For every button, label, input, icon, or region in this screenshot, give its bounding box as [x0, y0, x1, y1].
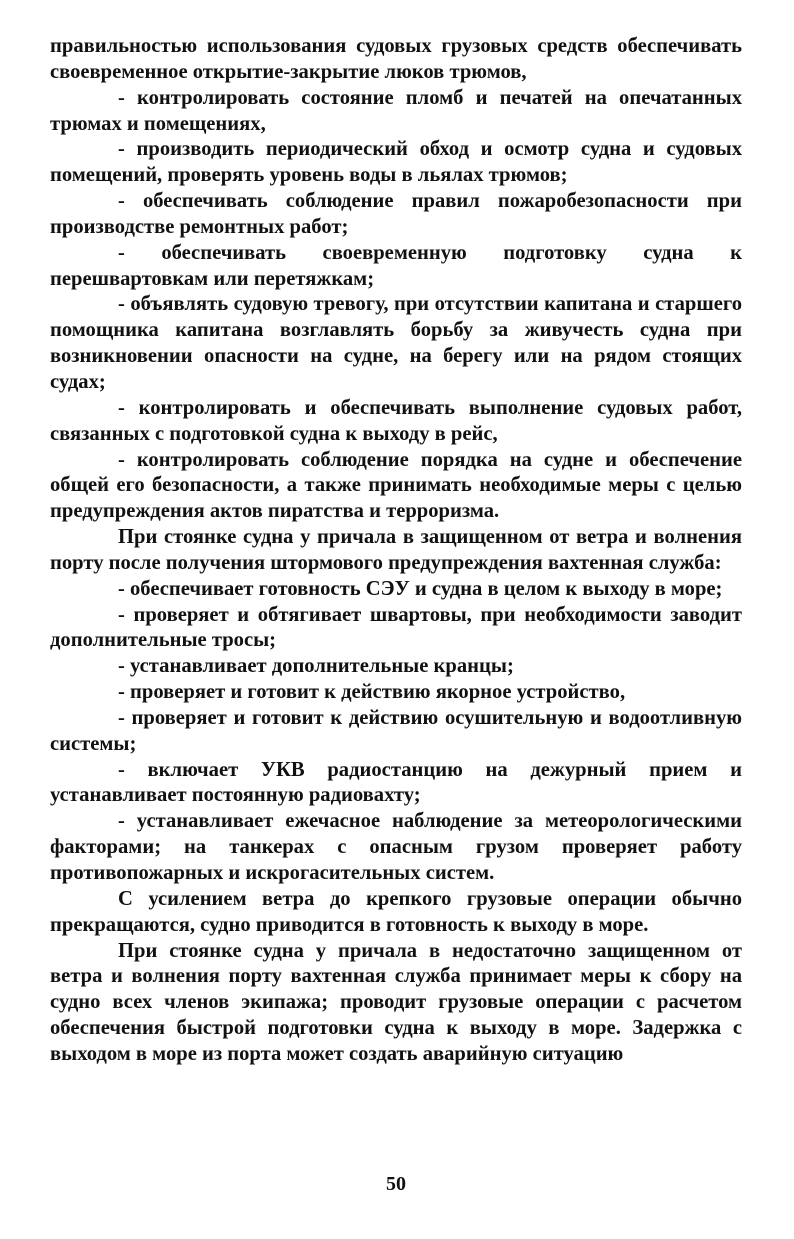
paragraph-18: При стоянке судна у причала в недостаточно защищенном от ветра и волнения порту вахтенная служба принимает меры к сбору на судно всех членов экипажа; проводит грузовые операции с расчетом обеспечения быстрой подготовки судна к выходу в море. Задержка с выходом в море из порта может создать аварийную ситуацию	[50, 939, 742, 1065]
paragraph-16: - устанавливает ежечасное наблюдение за метеорологическими факторами; на танкерах с опасным грузом проверяет работу противопожарных и искрогасительных систем.	[50, 810, 742, 884]
paragraph-1: правильностью использования судовых грузовых средств обеспечивать своевременное открытие-закрытие люков трюмов,	[50, 35, 742, 83]
paragraph-9: При стоянке судна у причала в защищенном от ветра и волнения порту после получения штормового предупреждения вахтенная служба:	[50, 526, 742, 574]
paragraph-14: - проверяет и готовит к действию осушительную и водоотливную системы;	[50, 706, 742, 755]
paragraph-8: - контролировать соблюдение порядка на судне и обеспечение общей его безопасности, а также принимать необходимые меры с целью предупреждения актов пиратства и терроризма.	[50, 448, 742, 523]
paragraph-6: - объявлять судовую тревогу, при отсутствии капитана и старшего помощника капитана возглавлять борьбу за живучесть судна при возникновении опасности на судне, на берегу или на рядом стоящих судах;	[50, 293, 742, 393]
document-page	[50, 34, 742, 1224]
paragraph-13: - проверяет и готовит к действию якорное устройство,	[118, 681, 626, 704]
paragraph-11: - проверяет и обтягивает швартовы, при необходимости заводит дополнительные тросы;	[50, 603, 742, 652]
paragraph-17: С усилением ветра до крепкого грузовые операции обычно прекращаются, судно приводится в готовность к выходу в море.	[50, 887, 742, 936]
paragraph-7: - контролировать и обеспечивать выполнение судовых работ, связанных с подготовкой судна к выходу в рейс,	[50, 396, 742, 445]
page-number: 50	[386, 1173, 406, 1195]
paragraph-3: - производить периодический обход и осмотр судна и судовых помещений, проверять уровень воды в льялах трюмов;	[50, 138, 742, 187]
paragraph-4: - обеспечивать соблюдение правил пожаробезопасности при производстве ремонтных работ;	[50, 190, 742, 238]
paragraph-2: - контролировать состояние пломб и печатей на опечатанных трюмах и помещениях,	[50, 86, 742, 135]
paragraph-12: - устанавливает дополнительные кранцы;	[118, 655, 514, 678]
paragraph-5: - обеспечивать своевременную подготовку судна к перешвартовкам или перетяжкам;	[50, 241, 742, 290]
paragraph-15: - включает УКВ радиостанцию на дежурный прием и устанавливает постоянную радиовахту;	[50, 758, 742, 807]
paragraph-10: - обеспечивает готовность СЭУ и судна в целом к выходу в море;	[118, 577, 723, 600]
